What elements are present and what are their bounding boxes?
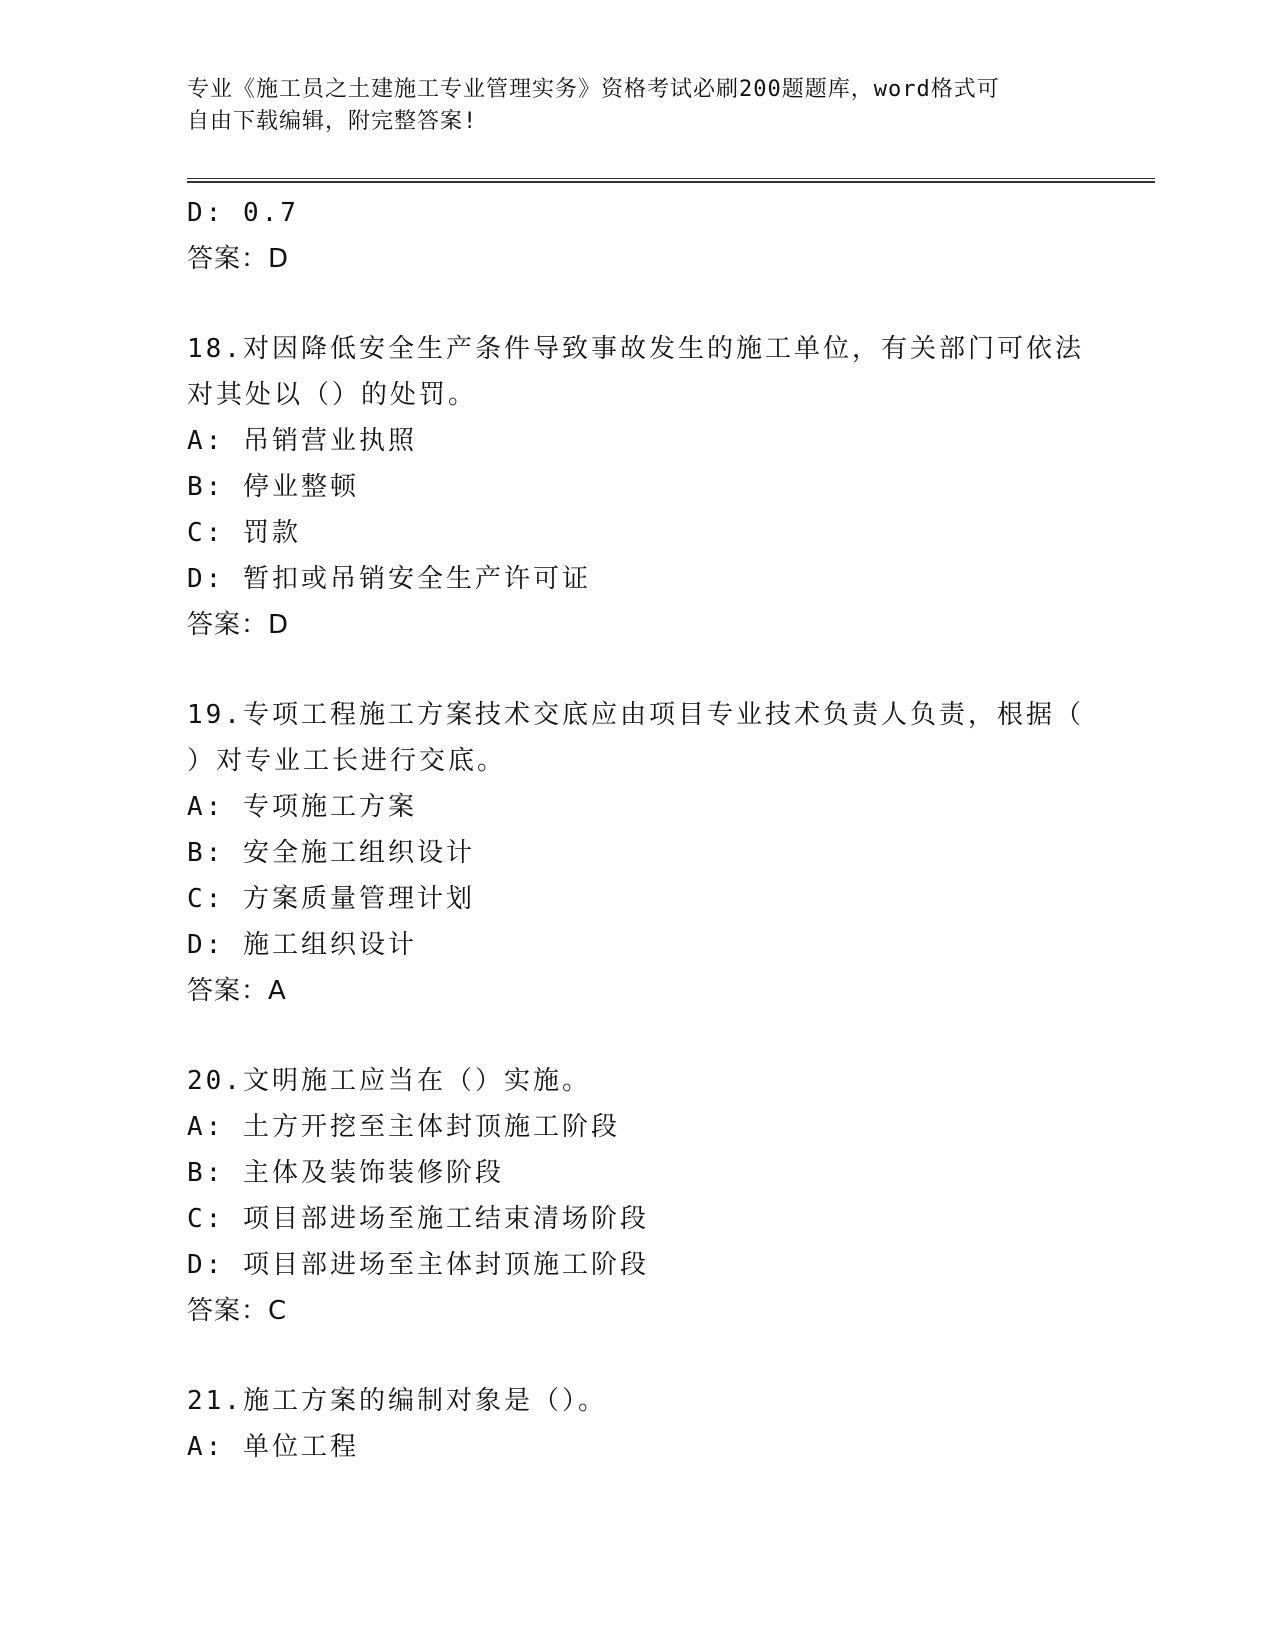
option-a: A: 吊销营业执照 xyxy=(187,426,417,456)
option-a: A: 土方开挖至主体封顶施工阶段 xyxy=(187,1112,620,1142)
spacer xyxy=(187,1334,1117,1378)
question-20 xyxy=(187,1058,1117,1334)
question-19 xyxy=(187,692,1117,1014)
answer-line: 答案：C xyxy=(187,1296,288,1326)
option-a: A: 专项施工方案 xyxy=(187,792,417,822)
spacer xyxy=(187,1014,1117,1058)
option-d: D: 0.7 xyxy=(187,198,299,228)
question-stem: 21.施工方案的编制对象是（）。 xyxy=(187,1386,607,1416)
question-stem: 对其处以（）的处罚。 xyxy=(187,380,478,410)
question-stem: 20.文明施工应当在（）实施。 xyxy=(187,1066,591,1096)
question-stem: 19.专项工程施工方案技术交底应由项目专业技术负责人负责，根据（ xyxy=(187,700,1084,730)
option-d: D: 项目部进场至主体封顶施工阶段 xyxy=(187,1250,649,1280)
question-21 xyxy=(187,1378,1117,1470)
answer-line: 答案：D xyxy=(187,244,290,274)
header-divider xyxy=(187,178,1155,183)
header-line-2: 自由下载编辑，附完整答案! xyxy=(187,109,478,134)
option-c: C: 方案质量管理计划 xyxy=(187,884,475,914)
spacer xyxy=(187,648,1117,692)
question-stem: ）对专业工长进行交底。 xyxy=(187,746,507,776)
option-b: B: 安全施工组织设计 xyxy=(187,838,475,868)
document-header xyxy=(187,74,1087,138)
question-stem: 18.对因降低安全生产条件导致事故发生的施工单位，有关部门可依法 xyxy=(187,334,1084,364)
option-a: A: 单位工程 xyxy=(187,1432,359,1462)
answer-line: 答案：A xyxy=(187,976,287,1006)
option-d: D: 施工组织设计 xyxy=(187,930,417,960)
option-c: C: 项目部进场至施工结束清场阶段 xyxy=(187,1204,649,1234)
option-d: D: 暂扣或吊销安全生产许可证 xyxy=(187,564,591,594)
question-content xyxy=(187,190,1117,1470)
question-18 xyxy=(187,326,1117,648)
option-b: B: 主体及装饰装修阶段 xyxy=(187,1158,504,1188)
answer-line: 答案：D xyxy=(187,610,290,640)
spacer xyxy=(187,282,1117,326)
previous-question-tail xyxy=(187,190,1117,282)
header-line-1: 专业《施工员之土建施工专业管理实务》资格考试必刷200题题库，word格式可 xyxy=(187,77,1000,102)
option-b: B: 停业整顿 xyxy=(187,472,359,502)
option-c: C: 罚款 xyxy=(187,518,301,548)
